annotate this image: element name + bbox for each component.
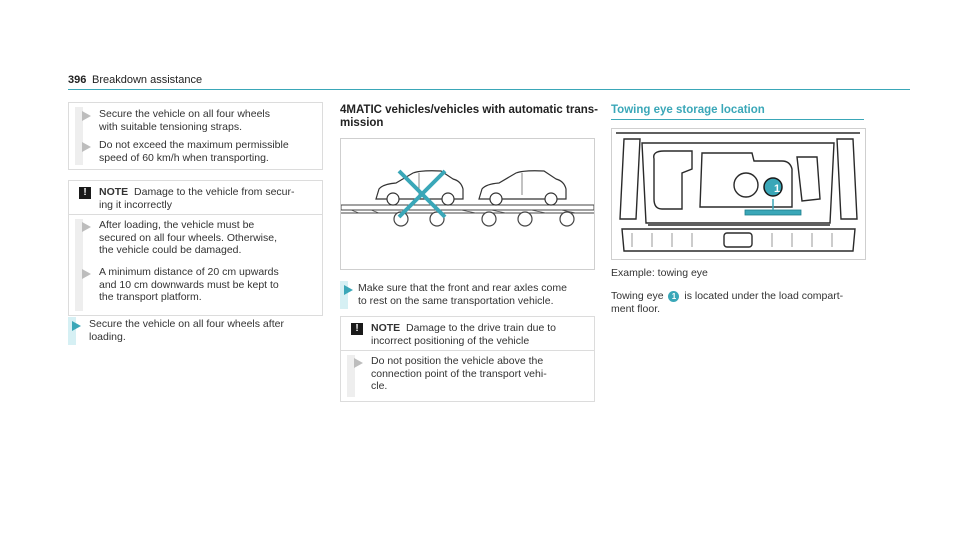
- step-text: Make sure that the front and rear axles come to rest on the same transportation vehicle.: [358, 282, 567, 307]
- list-item: Secure the vehicle on all four wheels with suitable tensioning straps.: [99, 108, 271, 133]
- trunk-floor-image: [612, 129, 865, 259]
- trunk-illustration: [611, 128, 866, 260]
- warning-icon: !: [79, 187, 91, 199]
- note-divider: [69, 214, 322, 215]
- step-arrow-icon: [354, 358, 363, 368]
- section-heading: Towing eye storage location: [611, 104, 765, 116]
- callout-badge-icon: 1: [668, 291, 679, 302]
- note-divider: [341, 350, 594, 351]
- figure-caption: Example: towing eye: [611, 267, 708, 279]
- list-item: After loading, the vehicle must be secured on all four wheels. Otherwise, the vehicle could be damaged.: [99, 219, 278, 256]
- info-box: [68, 102, 323, 170]
- body-text: Towing eye 1 is located under the load compart- ment floor.: [611, 290, 844, 315]
- step-text: Secure the vehicle on all four wheels after loading.: [89, 318, 284, 343]
- transport-truck-image: [341, 139, 594, 269]
- note-box: [68, 180, 323, 316]
- note-text: NOTE Damage to the vehicle from secur- ing it incorrectly: [99, 186, 295, 211]
- step-arrow-icon: [344, 285, 353, 295]
- step-arrow-icon: [82, 111, 91, 121]
- warning-icon: !: [351, 323, 363, 335]
- step-arrow-icon: [72, 321, 81, 331]
- note-text: NOTE Damage to the drive train due to incorrect positioning of the vehicle: [371, 322, 557, 347]
- note-box: [340, 316, 595, 402]
- step-arrow-icon: [82, 222, 91, 232]
- section-heading: 4MATIC vehicles/vehicles with automatic trans- mission: [340, 104, 598, 129]
- page-number: 396: [68, 74, 87, 86]
- step-arrow-icon: [82, 142, 91, 152]
- list-item: Do not position the vehicle above the connection point of the transport vehi- cle.: [371, 355, 547, 392]
- header-rule: [68, 89, 910, 90]
- callout-badge-icon: 1: [773, 183, 781, 195]
- list-item: A minimum distance of 20 cm upwards and 10 cm downwards must be kept to the transport platform.: [99, 266, 279, 303]
- box-bar: [75, 219, 83, 311]
- heading-rule: [611, 119, 864, 120]
- list-item: Do not exceed the maximum permissible speed of 60 km/h when transporting.: [99, 139, 289, 164]
- transport-illustration: [340, 138, 595, 270]
- section-title: Breakdown assistance: [92, 74, 203, 86]
- step-arrow-icon: [82, 269, 91, 279]
